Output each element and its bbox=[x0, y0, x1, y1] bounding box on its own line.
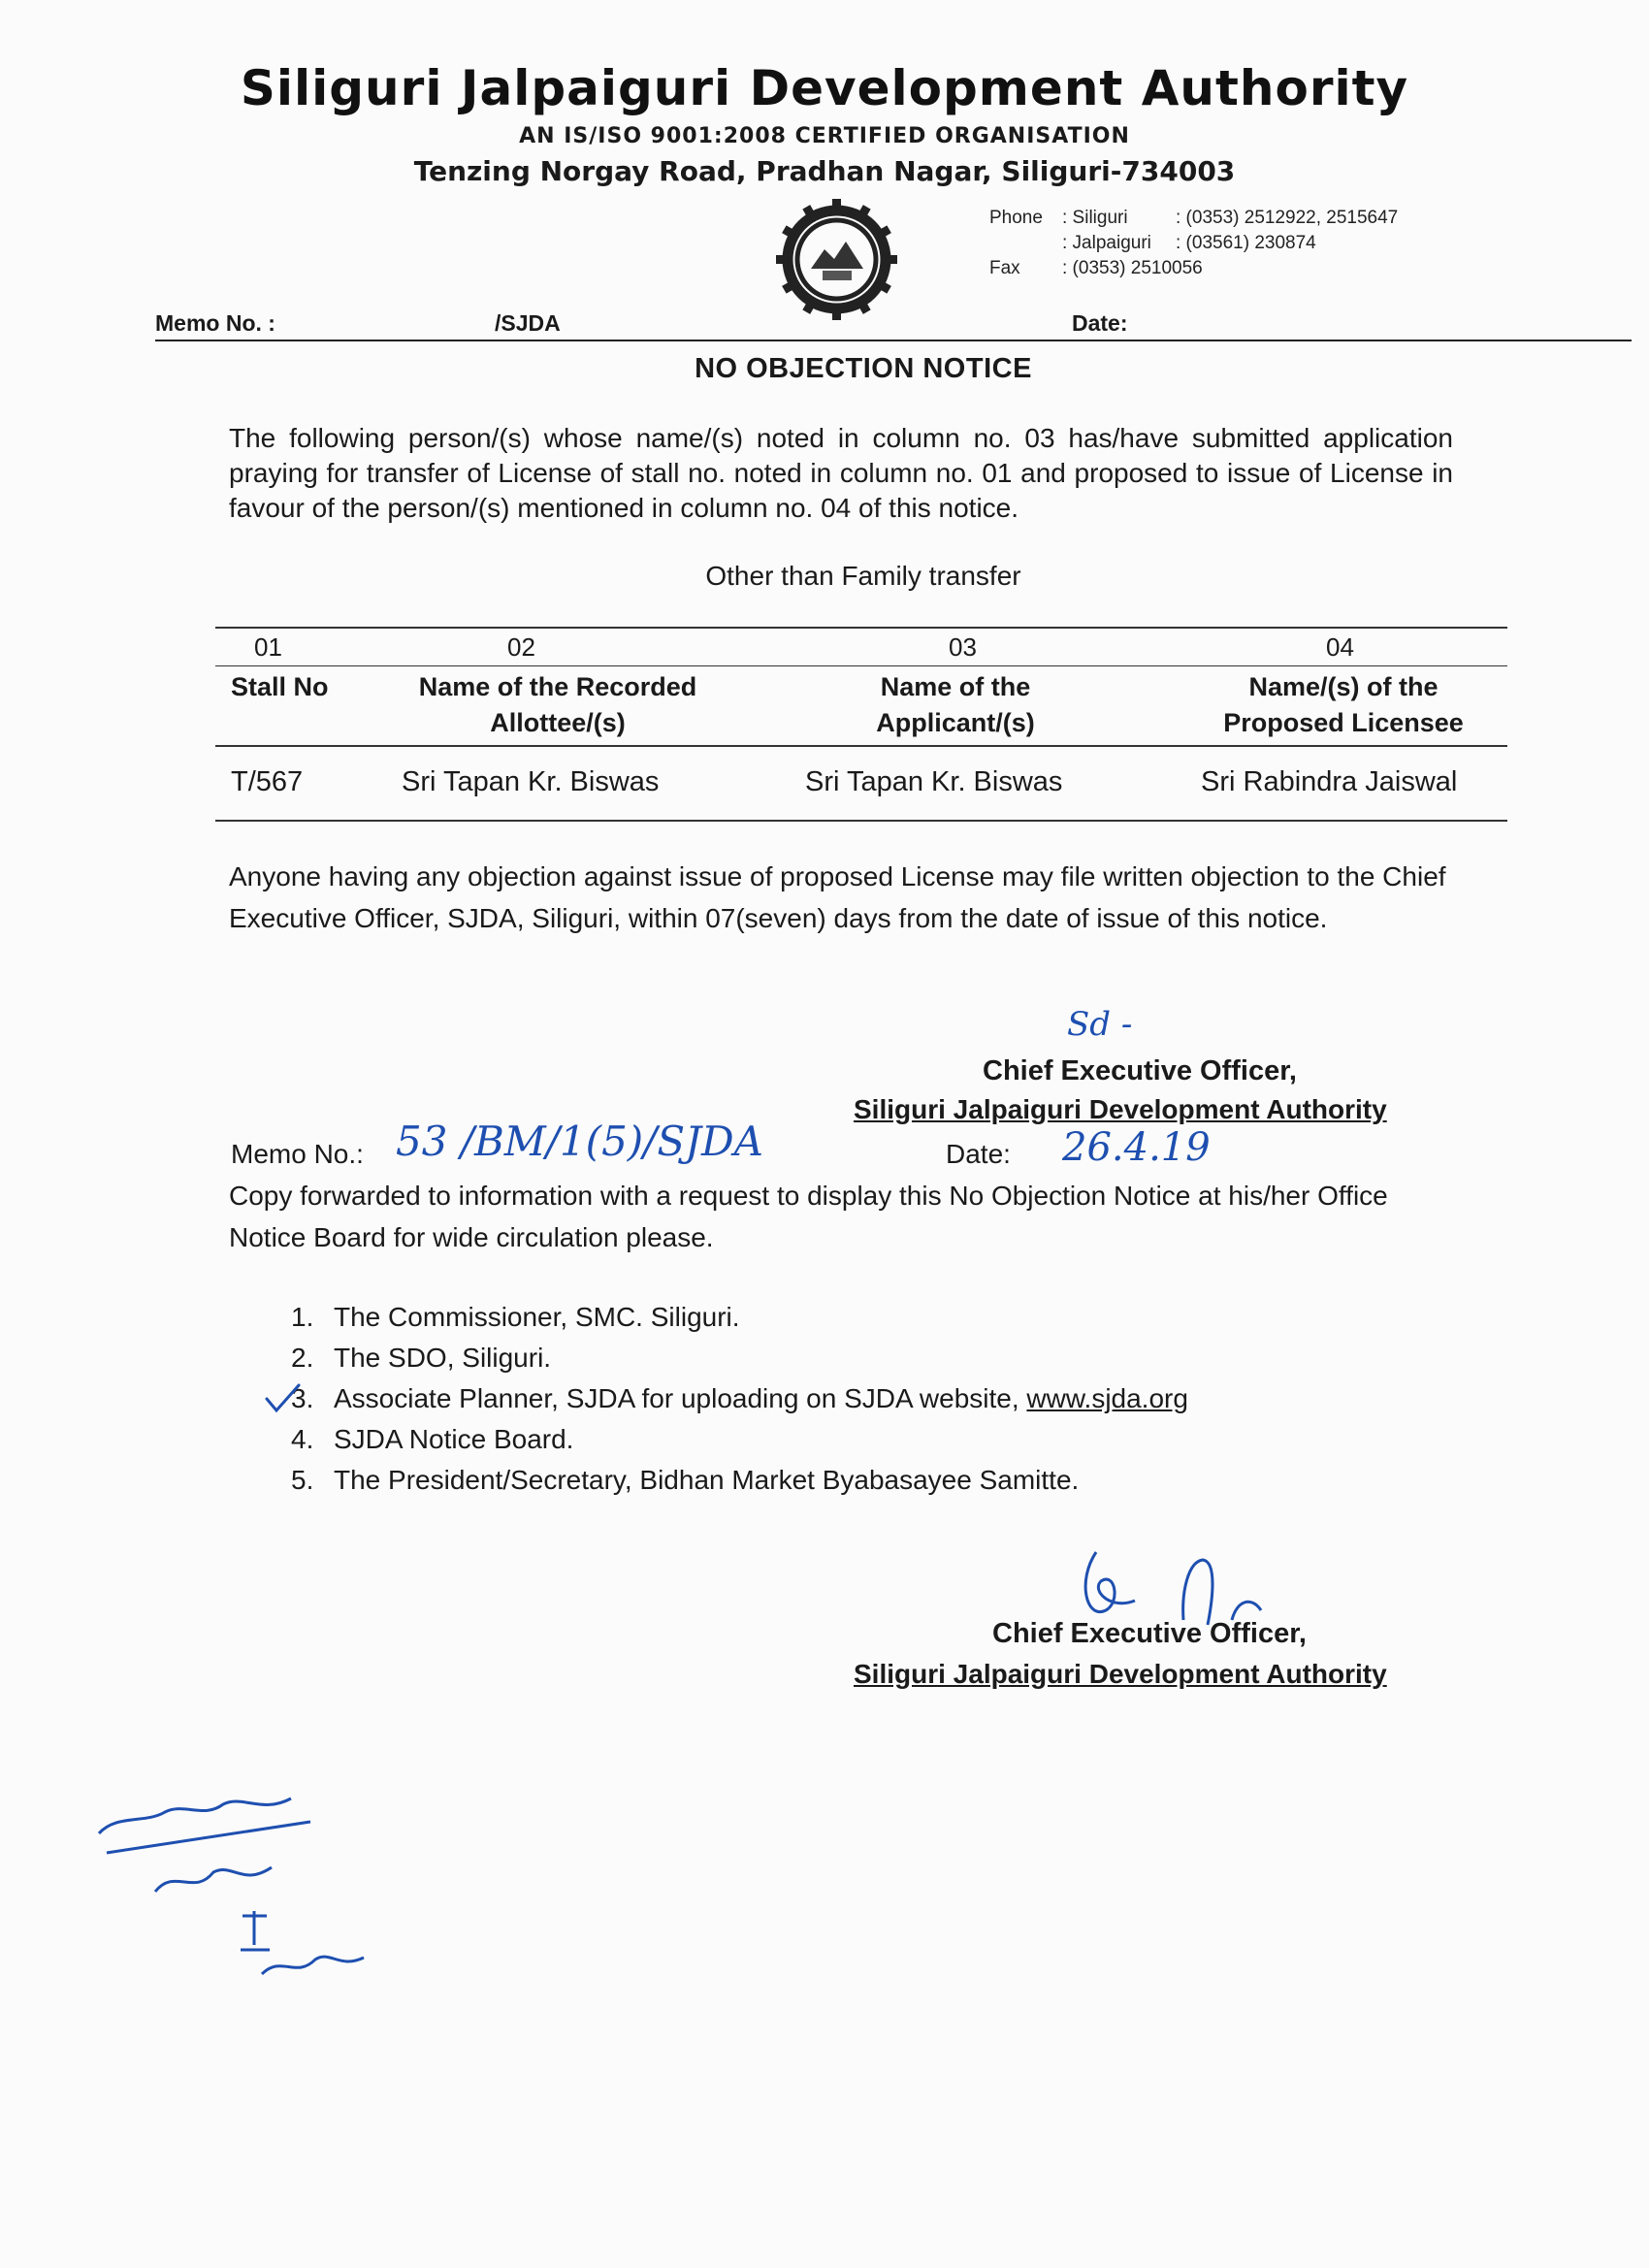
col-number-01: 01 bbox=[254, 632, 282, 662]
organisation-address: Tenzing Norgay Road, Pradhan Nagar, Siliguri-734003 bbox=[413, 155, 1236, 187]
cell-applicant: Sri Tapan Kr. Biswas bbox=[805, 766, 1063, 797]
col-header-proposed-licensee: Name/(s) of the Proposed Licensee bbox=[1223, 672, 1464, 737]
table-rule-numbers bbox=[215, 665, 1507, 666]
col-number-04: 04 bbox=[1326, 632, 1354, 662]
col-header-recorded-allottee: Name of the Recorded Allottee/(s) bbox=[418, 672, 697, 737]
memo-label: Memo No. : bbox=[155, 310, 275, 336]
table-rule-bottom bbox=[215, 820, 1507, 822]
organisation-name: Siliguri Jalpaiguri Development Authority bbox=[240, 60, 1409, 116]
phone-siliguri-number: : (0353) 2512922, 2515647 bbox=[1176, 208, 1399, 228]
fax-number: : (0353) 2510056 bbox=[1062, 258, 1203, 278]
forward-paragraph: Copy forwarded to information with a request to display this No Objection Notice at his/her Office Notice Board for wide circulation please. bbox=[229, 1181, 1388, 1252]
memo2-date-handwritten: 26.4.19 bbox=[1062, 1125, 1211, 1170]
col-header-stall-no: Stall No bbox=[231, 672, 329, 701]
phone-siliguri-label: : Siliguri bbox=[1062, 208, 1128, 228]
phone-label: Phone bbox=[989, 208, 1043, 228]
handwritten-tick-icon bbox=[264, 1381, 303, 1416]
date-label: Date: bbox=[1072, 310, 1128, 336]
list-item: 4. SJDA Notice Board. bbox=[291, 1424, 574, 1454]
objection-paragraph: Anyone having any objection against issue of proposed License may file written objection to the Chief Executive Officer, SJDA, Siliguri, within 07(seven) days from the date of issue of this notice. bbox=[229, 861, 1446, 933]
organisation-seal-icon bbox=[776, 199, 897, 320]
col-number-03: 03 bbox=[949, 632, 977, 662]
table-rule-top bbox=[215, 627, 1507, 629]
header-divider bbox=[155, 340, 1632, 341]
memo-suffix: /SJDA bbox=[495, 310, 561, 336]
memo2-label: Memo No.: bbox=[231, 1139, 364, 1169]
cell-proposed-licensee: Sri Rabindra Jaiswal bbox=[1201, 766, 1458, 797]
notice-title: NO OBJECTION NOTICE bbox=[695, 353, 1032, 384]
signature1-title: Chief Executive Officer, bbox=[983, 1055, 1297, 1086]
sjda-website-link[interactable]: www.sjda.org bbox=[1026, 1383, 1188, 1413]
certification-line: AN IS/ISO 9001:2008 CERTIFIED ORGANISATION bbox=[519, 124, 1130, 148]
memo2-number-handwritten: 53 /BM/1(5)/SJDA bbox=[396, 1118, 763, 1165]
fax-label: Fax bbox=[989, 258, 1020, 278]
intro-paragraph: The following person/(s) whose name/(s) noted in column no. 03 has/have submitted application praying for transfer of License of stall no. noted in column no. 01 and proposed to issue of License in favour of the person/(s) mentioned in column no. 04 of this notice. bbox=[229, 423, 1453, 523]
phone-jalpaiguri-label: : Jalpaiguri bbox=[1062, 233, 1151, 253]
handwritten-sd-mark: Sd - bbox=[1067, 1005, 1133, 1044]
col-header-applicant: Name of the Applicant/(s) bbox=[876, 672, 1035, 737]
signature2-organisation: Siliguri Jalpaiguri Development Authority bbox=[854, 1659, 1387, 1689]
handwritten-margin-note-icon bbox=[87, 1775, 407, 2008]
signature2-title: Chief Executive Officer, bbox=[992, 1618, 1307, 1649]
phone-jalpaiguri-number: : (03561) 230874 bbox=[1176, 233, 1316, 253]
transfer-type: Other than Family transfer bbox=[705, 561, 1021, 591]
list-item: 1. The Commissioner, SMC. Siliguri. bbox=[291, 1302, 740, 1332]
cell-recorded-allottee: Sri Tapan Kr. Biswas bbox=[402, 766, 660, 797]
list-item: 2. The SDO, Siliguri. bbox=[291, 1343, 552, 1373]
table-rule-header bbox=[215, 745, 1507, 747]
list-item: 3. Associate Planner, SJDA for uploading on SJDA website, www.sjda.org bbox=[291, 1383, 1188, 1413]
col-number-02: 02 bbox=[507, 632, 535, 662]
list-item: 5. The President/Secretary, Bidhan Market Byabasayee Samitte. bbox=[291, 1465, 1080, 1495]
cell-stall-no: T/567 bbox=[231, 766, 304, 797]
memo2-date-label: Date: bbox=[946, 1139, 1011, 1169]
signature1-organisation: Siliguri Jalpaiguri Development Authority bbox=[854, 1094, 1387, 1124]
